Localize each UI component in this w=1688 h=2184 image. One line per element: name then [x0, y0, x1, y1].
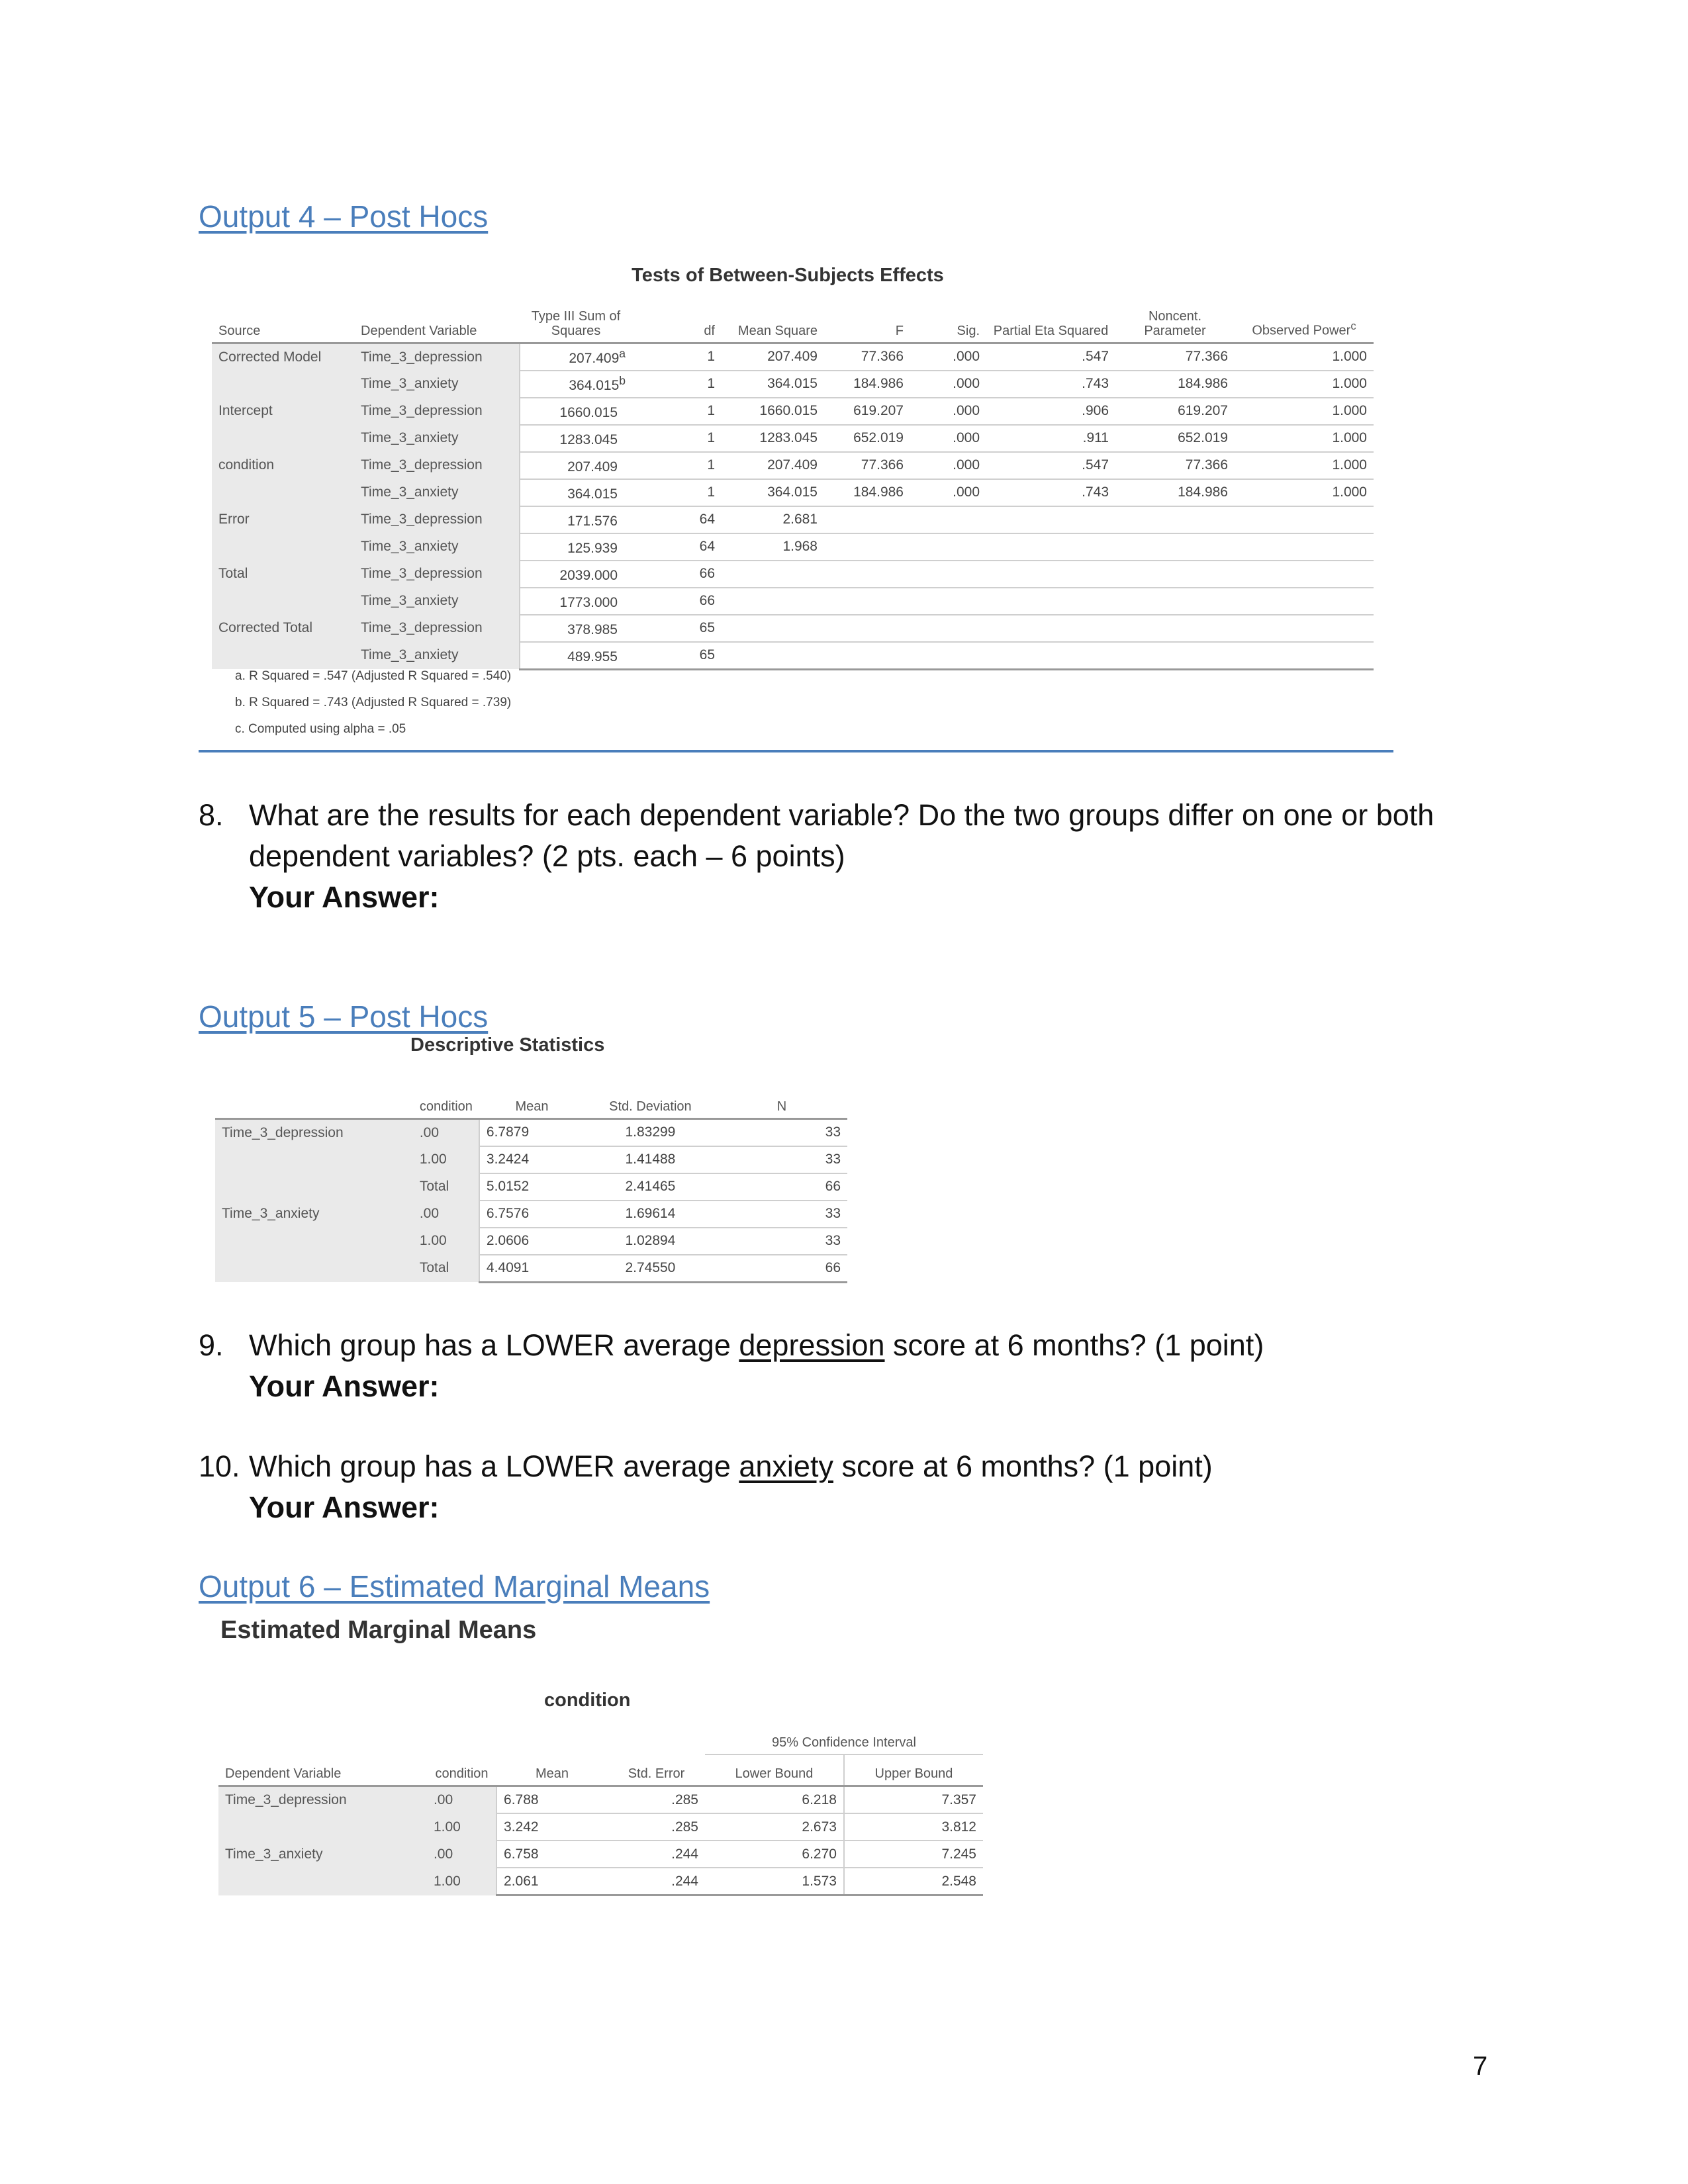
row-std-deviation: 2.74550 [585, 1255, 716, 1283]
row-noncent: 77.366 [1115, 452, 1235, 479]
row-df: 65 [632, 642, 722, 670]
row-source [212, 588, 354, 615]
row-dependent-variable: Time_3_anxiety [354, 533, 520, 561]
row-dependent-variable: Time_3_anxiety [354, 371, 520, 398]
col-f: F [895, 323, 904, 338]
row-n: 33 [716, 1228, 847, 1255]
row-df: 1 [632, 343, 722, 371]
page-number: 7 [1473, 2052, 1488, 2081]
table-row [218, 1841, 983, 1868]
table-row [212, 452, 1374, 479]
table-row [215, 1146, 847, 1173]
row-source: Error [212, 506, 354, 533]
row-f [824, 506, 910, 533]
col-std-error: Std. Error [628, 1766, 685, 1781]
row-df: 66 [632, 588, 722, 615]
col-upper-bound: Upper Bound [844, 1754, 983, 1786]
output6-heading: Output 6 – Estimated Marginal Means [199, 1569, 710, 1604]
row-source: condition [212, 452, 354, 479]
row-sig [910, 642, 986, 670]
row-dependent-variable: Time_3_depression [218, 1786, 427, 1814]
col-df: df [704, 323, 715, 338]
table-row [212, 588, 1374, 615]
row-condition: 1.00 [427, 1868, 496, 1895]
row-source [212, 425, 354, 452]
col-dv [215, 1077, 413, 1118]
row-mean: 6.758 [496, 1841, 608, 1868]
row-df: 65 [632, 615, 722, 642]
table-row [215, 1201, 847, 1228]
row-condition: .00 [413, 1201, 479, 1228]
table-row [215, 1173, 847, 1201]
row-mean: 6.788 [496, 1786, 608, 1814]
row-mean-square: 1283.045 [722, 425, 824, 452]
row-std-error: .244 [608, 1868, 705, 1895]
row-f [824, 588, 910, 615]
row-sig: .000 [910, 452, 986, 479]
question-8-line1: What are the results for each dependent variable? Do the two groups differ on one or both [249, 798, 1434, 832]
question-8-line2: dependent variables? (2 pts. each – 6 points) [249, 839, 845, 873]
row-dependent-variable: Time_3_depression [354, 343, 520, 371]
row-noncent: 184.986 [1115, 479, 1235, 506]
question-9-underlined: depression [739, 1328, 885, 1362]
row-mean-square [722, 561, 824, 588]
row-source: Corrected Model [212, 343, 354, 371]
row-dependent-variable: Time_3_depression [215, 1118, 413, 1146]
table-row [215, 1118, 847, 1146]
row-upper-bound: 3.812 [844, 1813, 983, 1841]
row-dependent-variable [218, 1868, 427, 1895]
row-upper-bound: 7.357 [844, 1786, 983, 1814]
row-condition: .00 [427, 1841, 496, 1868]
table-row [212, 371, 1374, 398]
question-9-pre: Which group has a LOWER average [249, 1328, 739, 1362]
row-sig: .000 [910, 398, 986, 425]
row-std-deviation: 1.41488 [585, 1146, 716, 1173]
row-df: 64 [632, 506, 722, 533]
row-sum-of-squares: 125.939 [520, 533, 632, 561]
note-a: a. R Squared = .547 (Adjusted R Squared = .540) [235, 669, 512, 683]
table-row [212, 425, 1374, 452]
row-mean: 2.0606 [479, 1228, 585, 1255]
col-condition: condition [435, 1766, 489, 1781]
question-8 [199, 795, 1523, 921]
row-sig: .000 [910, 479, 986, 506]
row-n: 33 [716, 1146, 847, 1173]
row-df: 1 [632, 425, 722, 452]
row-sig [910, 588, 986, 615]
row-mean-square: 1.968 [722, 533, 824, 561]
row-f: 652.019 [824, 425, 910, 452]
question-10-post: score at 6 months? (1 point) [833, 1449, 1213, 1483]
row-sig [910, 561, 986, 588]
question-10-underlined: anxiety [739, 1449, 833, 1483]
row-dependent-variable [215, 1228, 413, 1255]
question-8-answer-label: Your Answer: [249, 880, 440, 914]
col-condition: condition [419, 1099, 473, 1114]
row-lower-bound: 2.673 [705, 1813, 844, 1841]
section-divider [199, 750, 1393, 752]
table-row [212, 506, 1374, 533]
row-df: 1 [632, 479, 722, 506]
row-partial-eta: .743 [986, 479, 1115, 506]
row-observed-power [1235, 506, 1374, 533]
row-partial-eta [986, 642, 1115, 670]
row-mean: 2.061 [496, 1868, 608, 1895]
row-observed-power: 1.000 [1235, 479, 1374, 506]
row-lower-bound: 1.573 [705, 1868, 844, 1895]
question-9-post: score at 6 months? (1 point) [884, 1328, 1264, 1362]
row-sig [910, 533, 986, 561]
row-partial-eta [986, 615, 1115, 642]
col-dependent-variable: Dependent Variable [361, 323, 477, 338]
output4-table-title: Tests of Between-Subjects Effects [632, 265, 944, 286]
row-dependent-variable: Time_3_anxiety [354, 479, 520, 506]
row-n: 33 [716, 1201, 847, 1228]
col-n: N [776, 1099, 787, 1114]
row-observed-power: 1.000 [1235, 371, 1374, 398]
row-mean-square [722, 615, 824, 642]
row-dependent-variable: Time_3_depression [354, 561, 520, 588]
row-condition: .00 [427, 1786, 496, 1814]
output5-heading: Output 5 – Post Hocs [199, 999, 489, 1034]
row-mean-square: 207.409 [722, 343, 824, 371]
question-8-number: 8. [199, 798, 224, 832]
row-upper-bound: 7.245 [844, 1841, 983, 1868]
row-n: 33 [716, 1118, 847, 1146]
row-std-deviation: 1.02894 [585, 1228, 716, 1255]
row-source [212, 479, 354, 506]
row-mean: 3.2424 [479, 1146, 585, 1173]
row-sum-of-squares: 364.015$^b$ [520, 371, 632, 398]
row-f: 184.986 [824, 371, 910, 398]
row-sig: .000 [910, 425, 986, 452]
output4-heading: Output 4 – Post Hocs [199, 199, 489, 234]
row-dependent-variable: Time_3_depression [354, 398, 520, 425]
row-sum-of-squares: 2039.000 [520, 561, 632, 588]
row-f [824, 615, 910, 642]
table-row [212, 479, 1374, 506]
question-9-answer-label: Your Answer: [249, 1369, 440, 1403]
row-f: 619.207 [824, 398, 910, 425]
row-mean-square: 364.015 [722, 479, 824, 506]
row-dependent-variable [215, 1173, 413, 1201]
table-row [215, 1255, 847, 1283]
question-10-number: 10. [199, 1449, 240, 1483]
row-dependent-variable: Time_3_depression [354, 506, 520, 533]
question-9-number: 9. [199, 1328, 224, 1362]
row-sig [910, 506, 986, 533]
row-partial-eta [986, 588, 1115, 615]
col-mean: Mean [515, 1099, 549, 1114]
row-dependent-variable [215, 1255, 413, 1283]
table-row [212, 398, 1374, 425]
table-row [212, 343, 1374, 371]
row-sum-of-squares: 489.955 [520, 642, 632, 670]
col-mean-square: Mean Square [737, 323, 818, 338]
row-source: Corrected Total [212, 615, 354, 642]
note-b: b. R Squared = .743 (Adjusted R Squared = .739) [235, 696, 512, 709]
table-row [218, 1868, 983, 1895]
table-row [212, 533, 1374, 561]
row-noncent [1115, 642, 1235, 670]
row-sig: .000 [910, 343, 986, 371]
row-f: 184.986 [824, 479, 910, 506]
row-condition: 1.00 [427, 1813, 496, 1841]
row-observed-power: 1.000 [1235, 398, 1374, 425]
row-sum-of-squares: 207.409 [520, 452, 632, 479]
row-source [212, 371, 354, 398]
row-condition: Total [413, 1255, 479, 1283]
row-std-error: .244 [608, 1841, 705, 1868]
row-noncent: 652.019 [1115, 425, 1235, 452]
row-f [824, 561, 910, 588]
table-row [212, 615, 1374, 642]
row-dependent-variable: Time_3_anxiety [354, 425, 520, 452]
row-n: 66 [716, 1255, 847, 1283]
output4-notes [235, 663, 511, 743]
row-df: 1 [632, 371, 722, 398]
col-source: Source [218, 323, 261, 338]
row-observed-power [1235, 615, 1374, 642]
row-condition: 1.00 [413, 1228, 479, 1255]
row-mean: 5.0152 [479, 1173, 585, 1201]
row-observed-power [1235, 533, 1374, 561]
row-mean: 3.242 [496, 1813, 608, 1841]
row-f [824, 533, 910, 561]
row-std-deviation: 2.41465 [585, 1173, 716, 1201]
row-noncent: 184.986 [1115, 371, 1235, 398]
question-9 [199, 1325, 1523, 1411]
row-f: 77.366 [824, 452, 910, 479]
row-sum-of-squares: 171.576 [520, 506, 632, 533]
row-mean: 6.7879 [479, 1118, 585, 1146]
row-mean-square: 207.409 [722, 452, 824, 479]
row-partial-eta: .911 [986, 425, 1115, 452]
row-dependent-variable: Time_3_depression [354, 452, 520, 479]
col-sig: Sig. [957, 323, 980, 338]
row-sum-of-squares: 1660.015 [520, 398, 632, 425]
row-noncent [1115, 506, 1235, 533]
row-mean-square: 1660.015 [722, 398, 824, 425]
row-condition: .00 [413, 1118, 479, 1146]
row-partial-eta: .547 [986, 343, 1115, 371]
row-mean-square: 364.015 [722, 371, 824, 398]
row-observed-power [1235, 642, 1374, 670]
row-sig [910, 615, 986, 642]
row-source [212, 533, 354, 561]
between-subjects-effects-table [212, 300, 1374, 670]
row-dependent-variable: Time_3_anxiety [215, 1201, 413, 1228]
row-dependent-variable: Time_3_anxiety [354, 642, 520, 670]
row-dependent-variable: Time_3_anxiety [354, 588, 520, 615]
question-10-pre: Which group has a LOWER average [249, 1449, 739, 1483]
row-sum-of-squares: 378.985 [520, 615, 632, 642]
row-std-deviation: 1.83299 [585, 1118, 716, 1146]
output5-table-title: Descriptive Statistics [410, 1034, 605, 1056]
row-partial-eta: .906 [986, 398, 1115, 425]
row-noncent [1115, 533, 1235, 561]
question-10-answer-label: Your Answer: [249, 1490, 440, 1524]
table-row [212, 561, 1374, 588]
row-noncent: 619.207 [1115, 398, 1235, 425]
note-c: c. Computed using alpha = .05 [235, 722, 406, 736]
row-df: 64 [632, 533, 722, 561]
row-observed-power: 1.000 [1235, 343, 1374, 371]
row-sum-of-squares: 1773.000 [520, 588, 632, 615]
row-std-error: .285 [608, 1813, 705, 1841]
row-dependent-variable: Time_3_depression [354, 615, 520, 642]
row-std-deviation: 1.69614 [585, 1201, 716, 1228]
row-observed-power [1235, 588, 1374, 615]
estimated-marginal-means-table [218, 1724, 983, 1896]
col-dependent-variable: Dependent Variable [225, 1766, 342, 1781]
table-row [218, 1813, 983, 1841]
table-row [218, 1786, 983, 1814]
row-partial-eta: .743 [986, 371, 1115, 398]
col-observed-power: Observed Power$^c$ [1252, 319, 1356, 338]
row-mean-square [722, 642, 824, 670]
row-sum-of-squares: 207.409$^a$ [520, 343, 632, 371]
row-mean: 6.7576 [479, 1201, 585, 1228]
col-mean: Mean [535, 1766, 569, 1781]
row-sum-of-squares: 364.015 [520, 479, 632, 506]
row-n: 66 [716, 1173, 847, 1201]
row-df: 1 [632, 452, 722, 479]
col-std-deviation: Std. Deviation [609, 1099, 692, 1114]
row-std-error: .285 [608, 1786, 705, 1814]
row-lower-bound: 6.270 [705, 1841, 844, 1868]
row-sum-of-squares: 1283.045 [520, 425, 632, 452]
row-df: 1 [632, 398, 722, 425]
row-observed-power: 1.000 [1235, 425, 1374, 452]
table-row [215, 1228, 847, 1255]
col-sum-of-squares: Type III Sum of Squares [531, 308, 621, 338]
col-lower-bound: Lower Bound [735, 1766, 814, 1781]
output6-table-title: condition [544, 1690, 631, 1711]
question-10 [199, 1446, 1523, 1532]
row-dependent-variable: Time_3_anxiety [218, 1841, 427, 1868]
descriptive-statistics-table [215, 1077, 847, 1283]
row-dependent-variable [215, 1146, 413, 1173]
row-df: 66 [632, 561, 722, 588]
row-observed-power: 1.000 [1235, 452, 1374, 479]
row-upper-bound: 2.548 [844, 1868, 983, 1895]
row-condition: Total [413, 1173, 479, 1201]
row-condition: 1.00 [413, 1146, 479, 1173]
row-source: Total [212, 561, 354, 588]
row-noncent: 77.366 [1115, 343, 1235, 371]
row-mean: 4.4091 [479, 1255, 585, 1283]
row-f [824, 642, 910, 670]
row-observed-power [1235, 561, 1374, 588]
row-partial-eta [986, 561, 1115, 588]
row-partial-eta [986, 506, 1115, 533]
row-noncent [1115, 588, 1235, 615]
row-f: 77.366 [824, 343, 910, 371]
col-noncent: Noncent. Parameter [1144, 308, 1206, 338]
row-lower-bound: 6.218 [705, 1786, 844, 1814]
row-noncent [1115, 615, 1235, 642]
row-mean-square: 2.681 [722, 506, 824, 533]
row-dependent-variable [218, 1813, 427, 1841]
row-mean-square [722, 588, 824, 615]
col-ci-header: 95% Confidence Interval [705, 1724, 983, 1754]
row-noncent [1115, 561, 1235, 588]
row-source: Intercept [212, 398, 354, 425]
col-partial-eta: Partial Eta Squared [993, 323, 1109, 338]
row-partial-eta [986, 533, 1115, 561]
row-sig: .000 [910, 371, 986, 398]
row-partial-eta: .547 [986, 452, 1115, 479]
output6-section-title: Estimated Marginal Means [220, 1616, 537, 1644]
